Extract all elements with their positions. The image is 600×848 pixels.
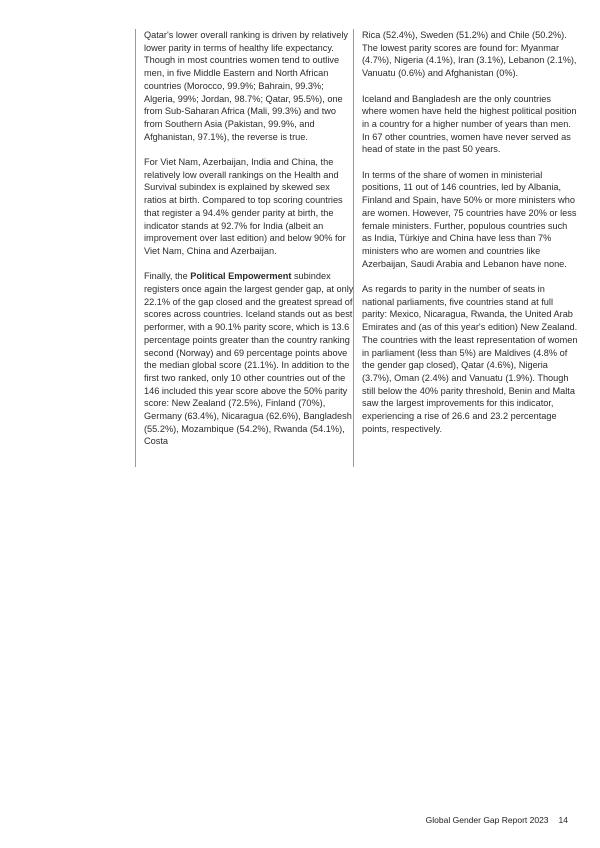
right-paragraph-4: As regards to parity in the number of seats in national parliaments, five countries stand at full parity: Mexico, Nicaragua, Rwanda, the United Arab Emirates and (as of this year's edition) New Zealand. The countries with the least representation of women in parliament (less than 5%) are Maldives (4.8% of the gender gap closed), Qatar (4.6%), Nigeria (3.7%), Oman (2.4%) and Vanuatu (1.9%). Though still below the 40% parity threshold, Benin and Malta saw the largest improvements for this indicator, experiencing a rise of 26.6 and 23.2 percentage points, respectively. xyxy=(362,284,578,434)
page-footer xyxy=(300,815,568,825)
right-paragraph-1: Rica (52.4%), Sweden (51.2%) and Chile (50.2%). The lowest parity scores are found for: Myanmar (4.7%), Nigeria (4.1%), Iran (3.1%), Lebanon (2.1%), Vanuatu (0.6%) and Afghanistan (0%). xyxy=(362,30,577,79)
right-paragraph-3: In terms of the share of women in ministerial positions, 11 out of 146 countries, led by Albania, Finland and Spain, have 50% or more ministers who are women. However, 75 countries have 20% or less female ministers. Further, populous countries such as India, Türkiye and China have less than 7% ministers who are women and countries like Azerbaijan, Saudi Arabia and Lebanon have none. xyxy=(362,169,577,269)
left-paragraph-1: Qatar's lower overall ranking is driven by relatively lower parity in terms of healthy life expectancy. Though in most countries women tend to outlive men, in five Middle Eastern and North African countries (Morocco, 99.9%; Bahrain, 99.3%; Algeria, 99%; Jordan, 98.7%; Qatar, 95.5%), one from Sub-Saharan Africa (Mali, 99.3%) and two from Southern Asia (Pakistan, 99.9%, and Afghanistan, 97.1%), the reverse is true. xyxy=(144,30,348,142)
left-paragraph-3-body: subindex registers once again the largest gender gap, at only 22.1% of the gap closed and the greatest spread of scores across countries. Iceland stands out as best performer, with a 90.1% parity score, which is 13.6 percentage points greater than the country ranking second (Norway) and 69 percentage points above the median global score (21.1%). In addition to the first two ranked, only 10 other countries out of the 146 included this year score above the 50% parity score: New Zealand (72.5%), Finland (70%), Germany (63.4%), Nicaragua (62.6%), Bangladesh (55.2%), Mozambique (54.2%), Rwanda (54.1%), Costa xyxy=(144,271,354,447)
left-paragraph-2: For Viet Nam, Azerbaijan, India and China, the relatively low overall rankings on the Health and Survival subindex is explained by skewed sex ratios at birth. Compared to top scoring countries that register a 94.4% gender parity at birth, the indicator stands at 92.7% for India (albeit an improvement over last edition) and below 90% for Viet Nam, China and Azerbaijan. xyxy=(144,157,346,256)
right-paragraph-2: Iceland and Bangladesh are the only countries where women have held the highest political position in a country for a higher number of years than men. In 67 other countries, women have never served as head of state in the past 50 years. xyxy=(362,93,577,155)
page-number: 14 xyxy=(558,815,568,825)
left-paragraph-3-intro: Finally, the xyxy=(144,271,191,282)
left-column xyxy=(135,29,354,467)
political-empowerment-term: Political Empowerment xyxy=(190,271,292,282)
left-paragraph-3 xyxy=(144,270,354,448)
right-column xyxy=(353,29,578,467)
report-title: Global Gender Gap Report 2023 xyxy=(425,815,549,825)
